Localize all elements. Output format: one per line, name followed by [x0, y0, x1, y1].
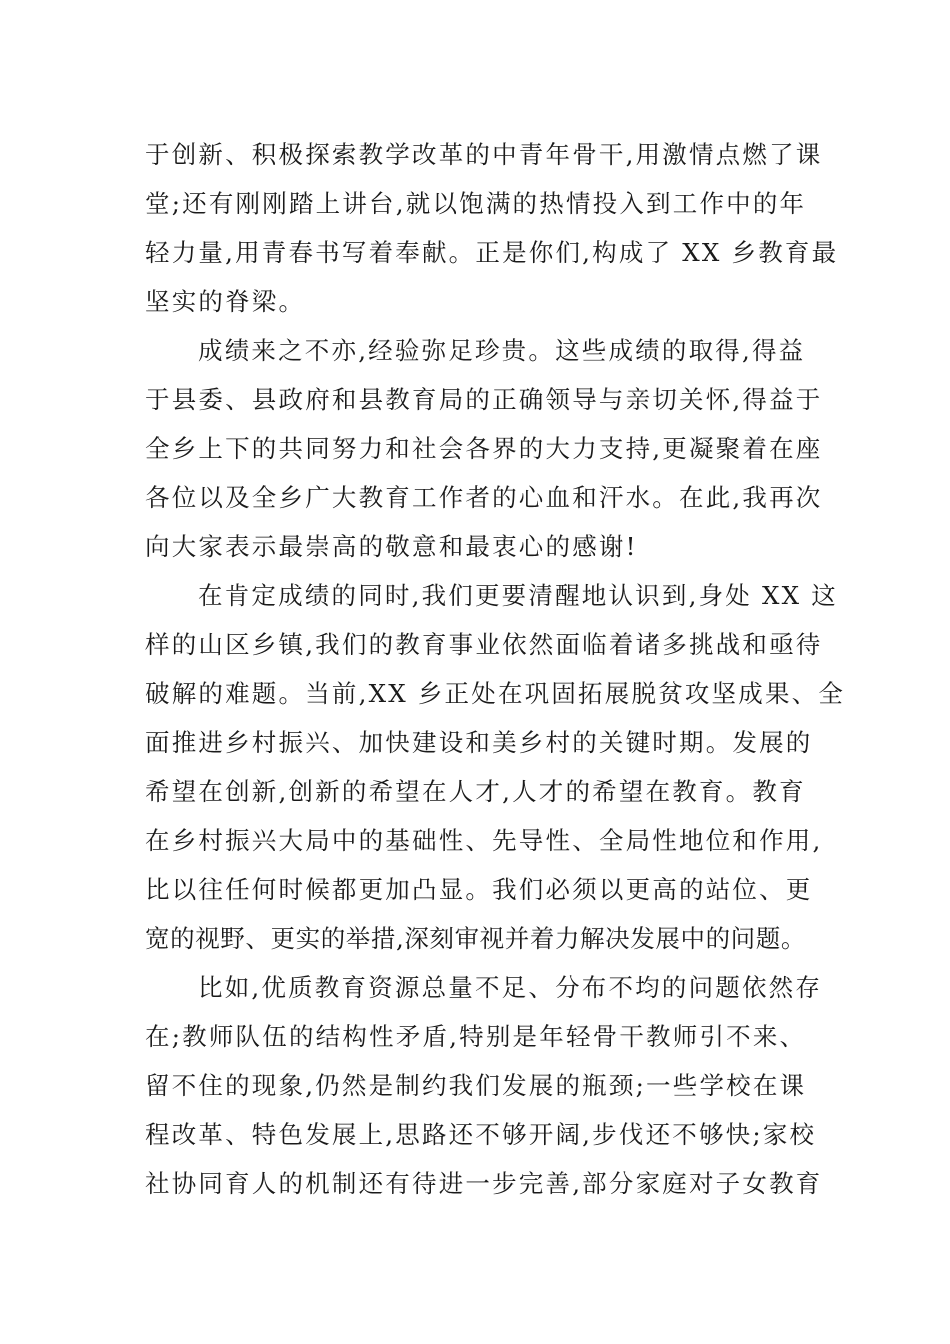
- text-line: 社协同育人的机制还有待进一步完善,部分家庭对子女教育: [145, 1169, 823, 1198]
- text-line: 向大家表示最崇高的敬意和最衷心的感谢!: [145, 532, 638, 561]
- text-line: 破解的难题。当前,XX 乡正处在巩固拓展脱贫攻坚成果、全: [145, 679, 846, 708]
- text-line: 样的山区乡镇,我们的教育事业依然面临着诸多挑战和亟待: [145, 630, 823, 659]
- text-line: 宽的视野、更实的举措,深刻审视并着力解决发展中的问题。: [145, 924, 806, 953]
- text-line: 在;教师队伍的结构性矛盾,特别是年轻骨干教师引不来、: [145, 1022, 807, 1051]
- text-line: 全乡上下的共同努力和社会各界的大力支持,更凝聚着在座: [145, 434, 823, 463]
- text-line: 各位以及全乡广大教育工作者的心血和汗水。在此,我再次: [145, 483, 823, 512]
- text-line: 于创新、积极探索教学改革的中青年骨干,用激情点燃了课: [145, 140, 823, 169]
- text-line: 轻力量,用青春书写着奉献。正是你们,构成了 XX 乡教育最: [145, 238, 839, 267]
- paragraph-first-line: 比如,优质教育资源总量不足、分布不均的问题依然存: [198, 973, 823, 1002]
- text-line: 比以往任何时候都更加凸显。我们必须以更高的站位、更: [145, 875, 813, 904]
- text-line: 面推进乡村振兴、加快建设和美乡村的关键时期。发展的: [145, 728, 813, 757]
- text-line: 在乡村振兴大局中的基础性、先导性、全局性地位和作用,: [145, 826, 823, 855]
- text-line: 程改革、特色发展上,思路还不够开阔,步伐还不够快;家校: [145, 1120, 817, 1149]
- paragraph-first-line: 成绩来之不亦,经验弥足珍贵。这些成绩的取得,得益: [198, 336, 806, 365]
- text-line: 堂;还有刚刚踏上讲台,就以饱满的热情投入到工作中的年: [145, 189, 807, 218]
- body-text: [145, 130, 846, 1208]
- text-line: 于县委、县政府和县教育局的正确领导与亲切关怀,得益于: [145, 385, 823, 414]
- paragraph-first-line: 在肯定成绩的同时,我们更要清醒地认识到,身处 XX 这: [198, 581, 838, 610]
- text-line: 坚实的脊梁。: [145, 287, 306, 316]
- text-line: 留不住的现象,仍然是制约我们发展的瓶颈;一些学校在课: [145, 1071, 807, 1100]
- text-line: 希望在创新,创新的希望在人才,人才的希望在教育。教育: [145, 777, 806, 806]
